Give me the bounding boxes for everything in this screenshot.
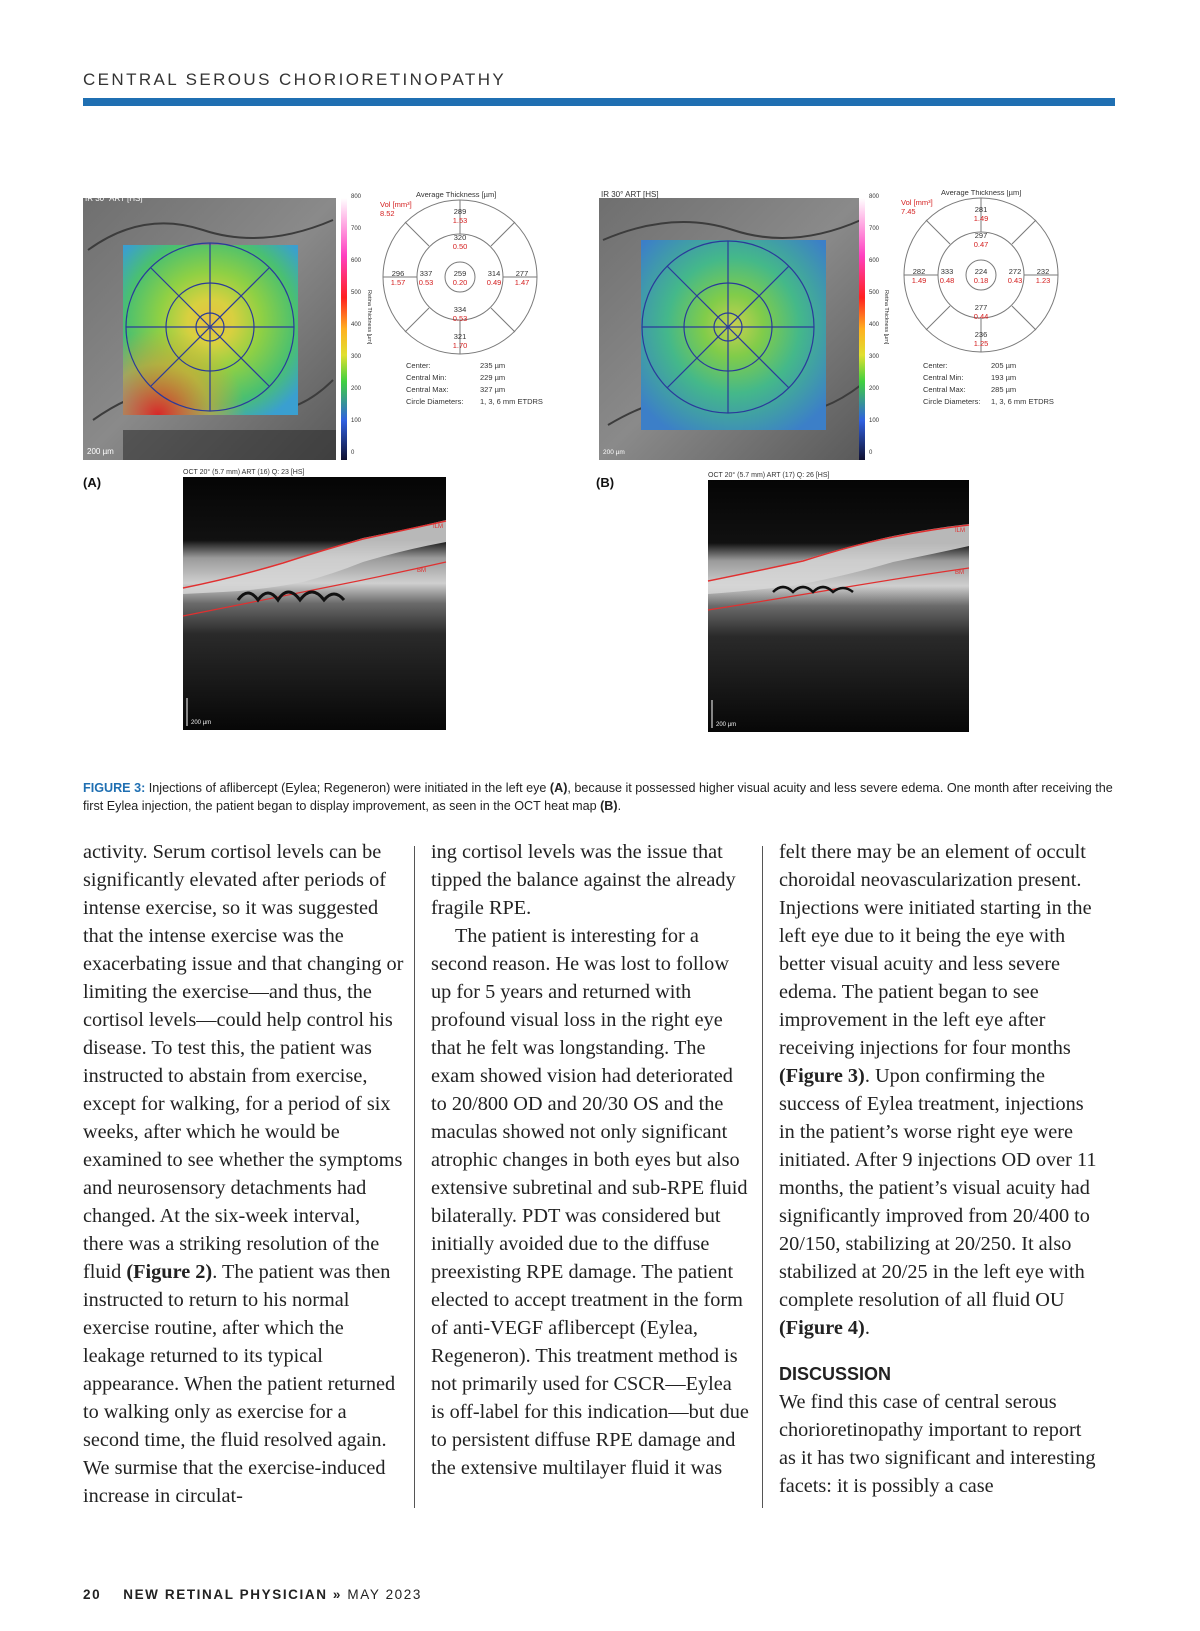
panel-b-color-scale (859, 198, 865, 460)
panel-a-stat-value: 327 µm (480, 385, 506, 394)
panel-a-scale-bar: 200 µm (87, 447, 114, 456)
panel-a-ilm-label: ILM (433, 524, 444, 530)
panel-b-stat-value: 1, 3, 6 mm ETDRS (991, 397, 1054, 406)
panel-b-sector-thickness: 236 (974, 330, 988, 339)
panel-a-sector-volume: 1.57 (390, 278, 406, 287)
section-title: CENTRAL SEROUS CHORIORETINOPATHY (83, 70, 507, 89)
figure-caption (83, 779, 1115, 815)
panel-b-sector-volume: 0.44 (973, 312, 989, 321)
panel-b-stat-value: 193 µm (991, 373, 1017, 382)
panel-a-sector-thickness: 320 (453, 233, 467, 242)
panel-a-sector-volume: 0.53 (418, 278, 434, 287)
caption-ref: (A) (549, 781, 568, 795)
panel-a-color-scale (341, 198, 347, 460)
column-divider (414, 846, 415, 1508)
panel-b-sector-volume: 1.49 (973, 214, 989, 223)
caption-text: . (617, 799, 622, 813)
panel-a-stat-label: Center: (406, 361, 431, 370)
panel-a-ir-title: IR 30° ART [HS] (85, 194, 143, 203)
panel-b-etdrs-overlay (642, 241, 814, 413)
panel-b-sector-volume: 0.47 (973, 240, 989, 249)
panel-b-stat-value: 285 µm (991, 385, 1017, 394)
panel-b-oct-scan (708, 480, 969, 732)
panel-a-bm-label: BM (417, 568, 426, 574)
panel-a-scale-tick: 100 (351, 418, 362, 424)
paragraph-text: . Upon confirming the success of Eylea treatment, injections in the patient’s worse right eye were initiated. After 9 injections OD over 11 months, the patient’s visual acuity had significantly improved from 20/400 to 20/150, stabilizing at 20/250. It also stabilized at 20/25 in the left eye with complete resolution of all fluid OU (779, 1065, 1097, 1311)
figure-reference: (Figure 3) (779, 1065, 865, 1087)
panel-a-sector-volume: 1.47 (514, 278, 530, 287)
panel-a-stat-value: 235 µm (480, 361, 506, 370)
panel-a-sector-volume: 0.50 (452, 242, 468, 251)
panel-b-sector-thickness: 272 (1008, 267, 1022, 276)
panel-b-stat-label: Central Max: (923, 385, 966, 394)
panel-a-stat-value: 229 µm (480, 373, 506, 382)
panel-a-map-title: Average Thickness [µm] (416, 190, 497, 199)
panel-a-oct-title: OCT 20° (5.7 mm) ART (16) Q: 23 [HS] (183, 469, 305, 476)
column-divider (762, 846, 763, 1508)
panel-b-scale-tick: 600 (869, 258, 880, 264)
panel-a-sector-thickness: 259 (453, 269, 467, 278)
panel-b-sector-volume: 1.23 (1035, 276, 1051, 285)
caption-text: Injections of aflibercept (Eylea; Regeneron) were initiated in the left eye (145, 781, 550, 795)
panel-b-label: (B) (596, 475, 615, 490)
discussion-heading: DISCUSSION (779, 1364, 892, 1384)
page-number: 20 (83, 1587, 102, 1602)
figure-reference: (Figure 2) (126, 1261, 213, 1283)
panel-b-stat-label: Circle Diameters: (923, 397, 981, 406)
panel-b-vol-label: Vol [mm³] (901, 198, 933, 207)
paragraph: We find this case of central serous chorioretinopathy important to report as it has two significant and interesting facets: it is possibly a case (779, 1391, 1096, 1497)
panel-b-scale-tick: 400 (869, 322, 880, 328)
panel-b-map-title: Average Thickness [µm] (941, 190, 1022, 197)
body-column-1 (83, 838, 405, 1510)
paragraph-text: . The patient was then instructed to return to his normal exercise routine, after which the leakage returned to its typical appearance. When the patient returned to walking only as exercise for a second time, the fluid resolved again. We surmise that the exercise-induced increase in circulat- (83, 1261, 396, 1507)
panel-a-scale-tick: 500 (351, 290, 362, 296)
panel-b-sector-volume: 0.18 (973, 276, 989, 285)
figure-3 (83, 190, 1115, 760)
caption-label: FIGURE 3: (83, 781, 146, 795)
paragraph-text: activity. Serum cortisol levels can be significantly elevated after periods of intense exercise, so it was suggested that the intense exercise was the exacerbating issue and that changing or limiting the exercise—and thus, the cortisol levels—could help control his disease. To test this, the patient was instructed to abstain from exercise, except for walking, for a period of six weeks, after which he would be examined to see whether the symptoms and neurosensory detachments had changed. At the six-week interval, there was a striking resolution of the fluid (83, 841, 404, 1283)
panel-b-scale-bar: 200 µm (603, 449, 625, 456)
panel-a-stat-label: Central Max: (406, 385, 449, 394)
panel-a-scale-tick: 0 (351, 450, 355, 456)
panel-b-oct-scale: 200 µm (716, 722, 737, 728)
panel-b-scale-tick: 200 (869, 386, 880, 392)
panel-b-scale-tick: 500 (869, 290, 880, 296)
caption-ref: (B) (600, 799, 618, 813)
panel-b-oct-title: OCT 20° (5.7 mm) ART (17) Q: 26 [HS] (708, 472, 830, 479)
panel-b-scale-tick: 700 (869, 226, 880, 232)
panel-a-sector-volume: 0.53 (452, 314, 468, 323)
panel-b-sector-thickness: 281 (974, 205, 988, 214)
panel-a-stat-label: Central Min: (406, 373, 447, 382)
panel-a-sector-thickness: 334 (453, 305, 467, 314)
panel-b-scale-tick: 300 (869, 354, 880, 360)
panel-a-sector-volume: 0.20 (452, 278, 468, 287)
panel-b-stat-value: 205 µm (991, 361, 1017, 370)
panel-a-stat-value: 1, 3, 6 mm ETDRS (480, 397, 543, 406)
panel-a-scale-axis: Retina Thickness [µm] (366, 290, 372, 345)
panel-b-sector-thickness: 333 (940, 267, 954, 276)
panel-b-sector-volume: 0.43 (1007, 276, 1023, 285)
panel-b-sector-thickness: 224 (974, 267, 988, 276)
caption-text: , because it possessed higher visual acuity and less severe edema. One month after receiving the first Eylea injection, the patient began to display improvement, as seen in the OCT heat map (83, 781, 1113, 813)
panel-a-sector-thickness: 277 (515, 269, 529, 278)
panel-b-scale-tick: 100 (869, 418, 880, 424)
panel-b-ilm-label: ILM (955, 528, 966, 534)
panel-b-stat-label: Center: (923, 361, 948, 370)
panel-a-sector-volume: 1.53 (452, 216, 468, 225)
panel-a-scale-tick: 200 (351, 386, 362, 392)
panel-b-scale-tick: 0 (869, 450, 873, 456)
panel-a-sector-volume: 0.49 (486, 278, 502, 287)
panel-b-sector-thickness: 297 (974, 231, 988, 240)
panel-a-scale-tick: 800 (351, 194, 362, 200)
panel-a-etdrs-overlay (126, 243, 294, 411)
panel-b-vol-value: 7.45 (901, 207, 916, 216)
panel-b-ir-title: IR 30° ART [HS] (601, 190, 659, 199)
panel-a-oct-scan (183, 477, 446, 730)
panel-b-sector-volume: 0.48 (939, 276, 955, 285)
panel-a-sector-volume: 1.70 (452, 341, 468, 350)
panel-a-scale-tick: 300 (351, 354, 362, 360)
panel-a-sector-thickness: 321 (453, 332, 467, 341)
panel-a-sector-thickness: 289 (453, 207, 467, 216)
panel-a-stat-label: Circle Diameters: (406, 397, 464, 406)
panel-b-sector-thickness: 277 (974, 303, 988, 312)
magazine-name: NEW RETINAL PHYSICIAN » (123, 1587, 343, 1602)
panel-b-scale-axis: Retina Thickness [µm] (883, 290, 889, 345)
panel-a-sector-thickness: 314 (487, 269, 501, 278)
panel-a-scale-tick: 400 (351, 322, 362, 328)
panel-a-scale-tick: 700 (351, 226, 362, 232)
paragraph (83, 838, 405, 1510)
paragraph-text: felt there may be an element of occult choroidal neovascularization present. Injections were initiated starting in the left eye due to it being the eye with better visual acuity and less severe edema. The patient began to see improvement in the left eye after receiving injections for four months (779, 841, 1092, 1059)
header-rule (83, 98, 1115, 106)
panel-a-label: (A) (83, 475, 102, 490)
panel-a-sector-thickness: 296 (391, 269, 405, 278)
panel-b-sector-thickness: 282 (912, 267, 926, 276)
panel-a-oct-scale: 200 µm (191, 720, 212, 726)
page-footer (83, 1587, 422, 1602)
panel-a-sector-thickness: 337 (419, 269, 433, 278)
issue-date: MAY 2023 (347, 1587, 422, 1602)
panel-b-stat-label: Central Min: (923, 373, 964, 382)
figure-reference: (Figure 4) (779, 1317, 865, 1339)
panel-a-vol-value: 8.52 (380, 209, 395, 218)
paragraph: The patient is interesting for a second reason. He was lost to follow up for 5 years and returned with profound visual loss in the right eye that he felt was longstanding. The exam showed vision had deteriorated to 20/800 OD and 20/30 OS and the maculas showed not only significant atrophic changes in both eyes but also extensive subretinal and sub-RPE fluid bilaterally. PDT was considered but initially avoided due to the diffuse preexisting RPE damage. The patient elected to accept treatment in the form of anti-VEGF aflibercept (Eylea, Regeneron). This treatment method is not primarily used for CSCR—Eylea is off-label for this indication—but due to persistent diffuse RPE damage and the extensive multilayer fluid it was (431, 925, 749, 1479)
panel-b-sector-volume: 1.49 (911, 276, 927, 285)
panel-b-bm-label: BM (955, 570, 964, 576)
panel-a-vol-label: Vol [mm³] (380, 200, 412, 209)
panel-a-scale-tick: 600 (351, 258, 362, 264)
panel-b-sector-volume: 1.25 (973, 339, 989, 348)
paragraph: ing cortisol levels was the issue that tipped the balance against the already fragile RPE. (431, 841, 736, 919)
figure-3-image (83, 190, 1115, 760)
panel-b-scale-tick: 800 (869, 194, 880, 200)
panel-b-sector-thickness: 232 (1036, 267, 1050, 276)
paragraph-text: . (864, 1317, 870, 1339)
body-column-3 (779, 838, 1101, 1500)
body-column-2 (431, 838, 749, 1482)
paragraph (779, 838, 1101, 1342)
